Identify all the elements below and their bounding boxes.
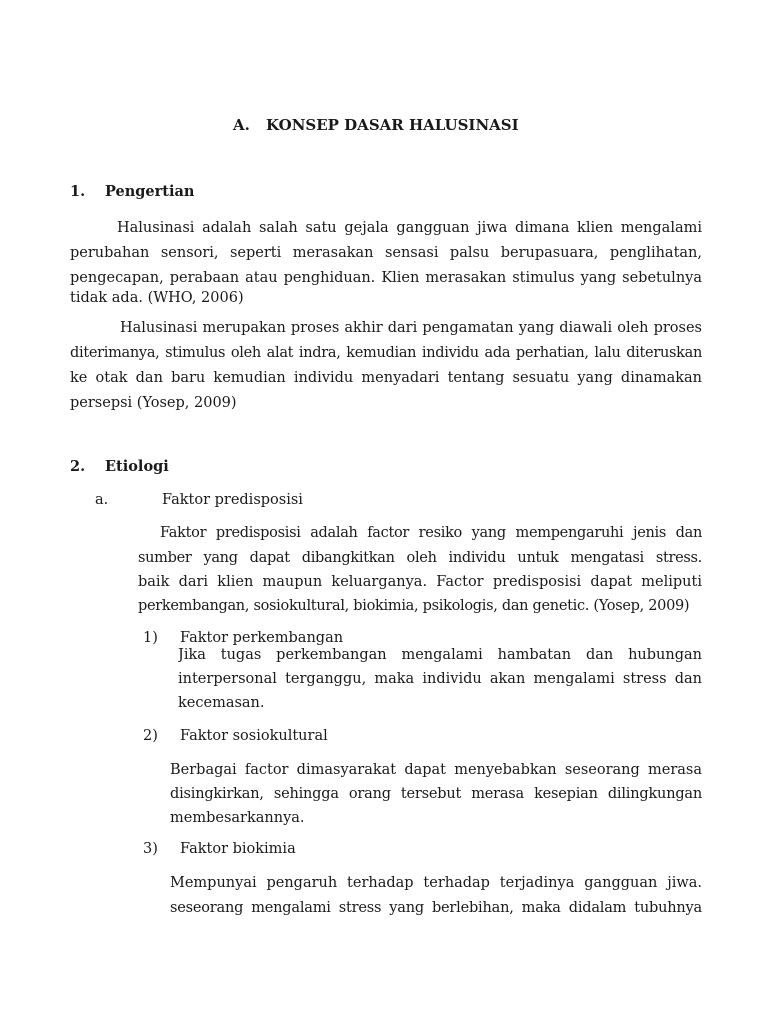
item-line: membesarkannya. [170,810,305,826]
item-line: kecemasan. [178,695,265,711]
section-heading: Etiologi [105,458,169,475]
item-heading: Faktor perkembangan [180,630,344,646]
item-line: Mempunyai pengaruh terhadap terhadap terjadinya gangguan jiwa. [170,875,702,891]
item-heading: Faktor sosiokultural [180,728,328,744]
paragraph-line: perkembangan, sosiokultural, biokimia, psikologis, dan genetic. (Yosep, 2009) [138,598,690,614]
paragraph-line: Halusinasi merupakan proses akhir dari pengamatan yang diawali oleh proses [120,320,702,336]
paragraph-line: tidak ada. (WHO, 2006) [70,290,244,306]
item-marker: 3) [143,841,158,857]
paragraph-line: diterimanya, stimulus oleh alat indra, kemudian individu ada perhatian, lalu diteruskan [70,345,702,361]
item-marker: 1) [143,630,158,646]
paragraph-line: Faktor predisposisi adalah factor resiko yang mempengaruhi jenis dan [160,525,702,541]
paragraph-line: pengecapan, perabaan atau penghiduan. Klien merasakan stimulus yang sebetulnya [70,270,702,286]
paragraph-line: persepsi (Yosep, 2009) [70,395,237,411]
item-line: disingkirkan, sehingga orang tersebut merasa kesepian dilingkungan [170,786,702,802]
item-line: interpersonal terganggu, maka individu akan mengalami stress dan [178,671,702,687]
paragraph-line: sumber yang dapat dibangkitkan oleh individu untuk mengatasi stress. [138,550,702,566]
section-heading: Pengertian [105,183,195,200]
title-marker: A. [233,116,250,134]
item-marker: 2) [143,728,158,744]
item-line: Jika tugas perkembangan mengalami hambatan dan hubungan [178,647,702,663]
item-line: Berbagai factor dimasyarakat dapat menyebabkan seseorang merasa [170,762,702,778]
subsection-heading: Faktor predisposisi [162,492,303,508]
paragraph-line: ke otak dan baru kemudian individu menyadari tentang sesuatu yang dinamakan [70,370,702,386]
paragraph-line: baik dari klien maupun keluarganya. Factor predisposisi dapat meliputi [138,574,702,590]
item-line: seseorang mengalami stress yang berlebihan, maka didalam tubuhnya [170,900,702,916]
item-heading: Faktor biokimia [180,841,296,857]
paragraph-line: perubahan sensori, seperti merasakan sensasi palsu berupasuara, penglihatan, [70,245,702,261]
section-number: 1. [70,183,86,200]
paragraph-line: Halusinasi adalah salah satu gejala gangguan jiwa dimana klien mengalami [117,220,702,236]
page-title: KONSEP DASAR HALUSINASI [266,116,519,134]
subsection-marker: a. [95,492,109,508]
section-number: 2. [70,458,86,475]
